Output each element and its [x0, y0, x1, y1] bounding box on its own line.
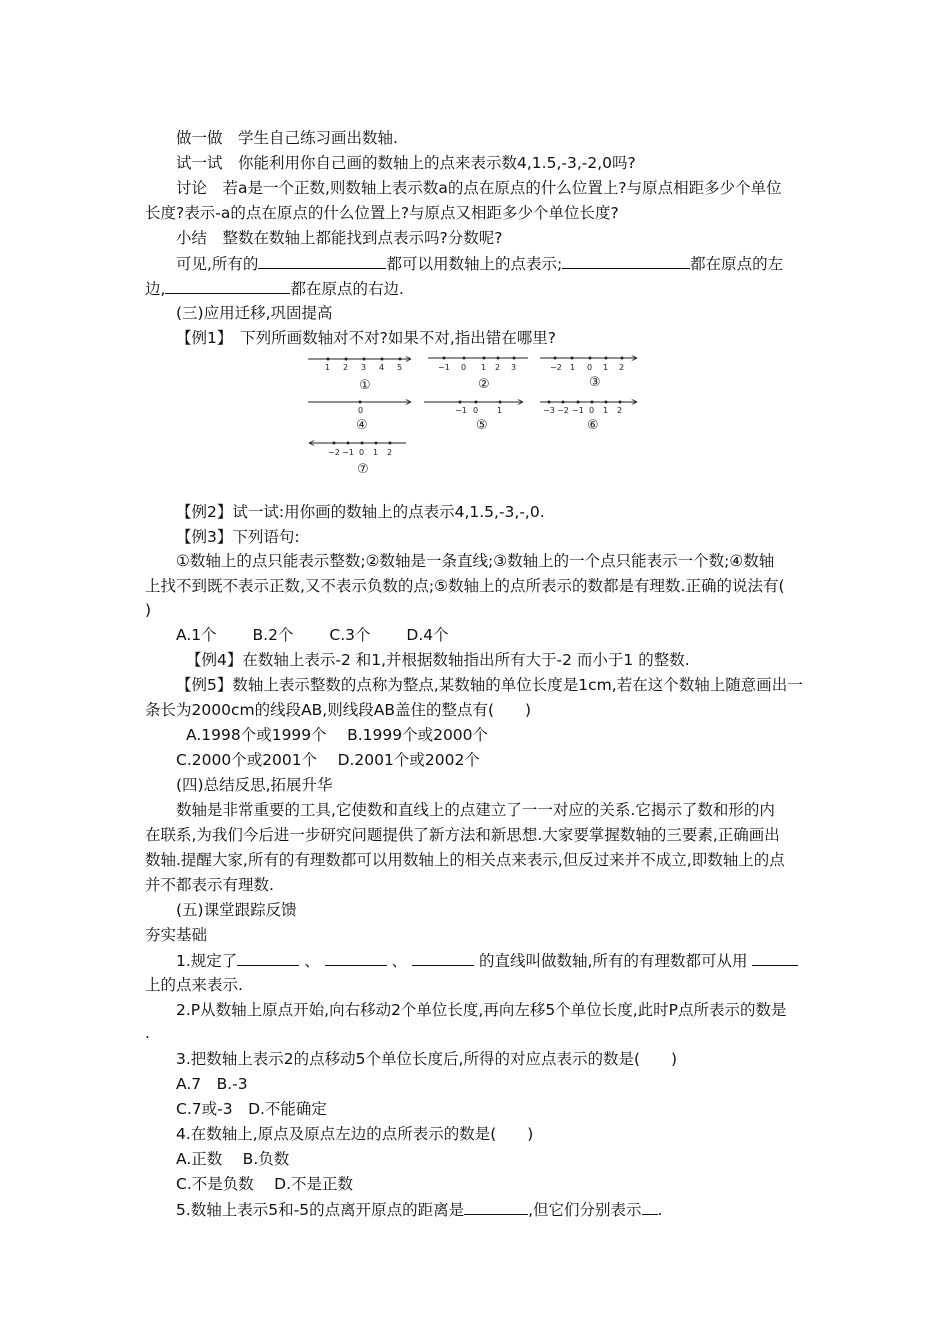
figure-label: ⑥	[587, 418, 599, 433]
fill-in-blank[interactable]	[752, 950, 798, 966]
number-line-5	[424, 401, 522, 434]
number-line-1	[308, 358, 410, 394]
summary-line-4: 并不都表示有理数.	[145, 876, 274, 894]
subsection-heading: 夯实基础	[145, 926, 208, 944]
fill-in-blank[interactable]	[237, 950, 299, 966]
number-line-6	[540, 401, 636, 434]
figure-label: ④	[356, 418, 368, 433]
tick-label: 0	[359, 448, 365, 457]
tick-label: 3	[511, 363, 517, 372]
example-3-body-2: 上找不到既不表示正数,又不表示负数的点;⑤数轴上的点所表示的数都是有理数.正确的说法有(	[145, 577, 785, 595]
question-3-options-cd: C.7或-3 D.不能确定	[176, 1100, 327, 1118]
tick-label: 0	[587, 363, 593, 372]
tick-label: 1	[497, 406, 503, 415]
fill-in-blank[interactable]	[642, 1199, 658, 1215]
summary-line-1: 数轴是非常重要的工具,它使数和直线上的点建立了一一对应的关系.它揭示了数和形的内	[176, 801, 775, 819]
figure-label: ②	[478, 377, 490, 392]
tick-label: 1	[570, 363, 576, 372]
tick-label: −1	[455, 406, 467, 415]
example-5-text-2: 条长为2000cm的线段AB,则线段AB盖住的整点有( )	[145, 701, 532, 719]
example-3-text: 【例3】下列语句:	[176, 528, 300, 546]
number-line-7	[310, 442, 406, 478]
line-kejian-2	[145, 278, 404, 299]
section-heading-4: (四)总结反思,拓展升华	[176, 776, 333, 794]
tick-label: 4	[379, 363, 385, 372]
text-segment: 的直线叫做数轴,所有的有理数都可从用	[479, 952, 748, 970]
section-heading-3: (三)应用迁移,巩固提高	[176, 304, 333, 322]
figure-label: ①	[359, 378, 371, 393]
tick-label: 2	[387, 448, 393, 457]
example-5-options-cd: C.2000个或2001个 D.2001个或2002个	[176, 751, 480, 769]
question-4-options-ab: A.正数 B.负数	[176, 1150, 290, 1168]
example-1-text: 【例1】 下列所画数轴对不对?如果不对,指出错在哪里?	[176, 329, 556, 347]
text-segment: 都在原点的右边.	[290, 280, 404, 298]
text-segment: 、	[304, 952, 320, 970]
number-line-figures	[300, 350, 645, 480]
question-4: 4.在数轴上,原点及原点左边的点所表示的数是( )	[176, 1125, 534, 1143]
example-3-body-3: )	[145, 601, 152, 619]
tick-label: 1	[325, 363, 331, 372]
number-line-3	[540, 357, 636, 391]
example-2-text: 【例2】试一试:用你画的数轴上的点表示4,1.5,-3,-,0.	[176, 503, 545, 521]
tick-label: −3	[543, 406, 555, 415]
example-5-options-ab: A.1998个或1999个 B.1999个或2000个	[186, 726, 489, 744]
tick-label: −2	[557, 406, 569, 415]
text-segment: ,但它们分别表示	[528, 1201, 642, 1219]
tick-label: −1	[572, 406, 584, 415]
tick-label: 3	[361, 363, 367, 372]
fill-in-blank[interactable]	[165, 278, 290, 294]
text-segment: .	[657, 1201, 663, 1219]
tick-label: 1	[603, 406, 609, 415]
figure-label: ⑦	[357, 462, 369, 477]
example-4-text: 【例4】在数轴上表示-2 和1,并根据数轴指出所有大于-2 而小于1 的整数.	[186, 651, 690, 669]
tick-label: −1	[438, 363, 450, 372]
tick-label: 1	[603, 363, 609, 372]
text-segment: 边,	[145, 280, 166, 298]
example-3-body-1: ①数轴上的点只能表示整数;②数轴是一条直线;③数轴上的一个点只能表示一个数;④数轴	[176, 552, 775, 570]
tick-label: 1	[373, 448, 379, 457]
line-zuoyizuo: 做一做 学生自己练习画出数轴.	[176, 129, 398, 147]
figure-label: ③	[589, 375, 601, 390]
text-segment: 1.规定了	[176, 952, 238, 970]
tick-label: 2	[617, 406, 623, 415]
tick-label: −1	[342, 448, 354, 457]
fill-in-blank[interactable]	[258, 253, 386, 269]
fill-in-blank[interactable]	[562, 253, 690, 269]
fill-in-blank[interactable]	[325, 950, 387, 966]
text-segment: 都在原点的左	[690, 255, 784, 273]
question-2: 2.P从数轴上原点开始,向右移动2个单位长度,再向左移5个单位长度,此时P点所表示的数是	[176, 1001, 787, 1019]
example-5-text-1: 【例5】数轴上表示整数的点称为整点,某数轴的单位长度是1cm,若在这个数轴上随意画出一	[176, 676, 803, 694]
question-5	[176, 1199, 662, 1220]
number-line-2	[428, 357, 528, 393]
tick-label: 0	[473, 406, 479, 415]
fill-in-blank[interactable]	[412, 950, 474, 966]
line-xiaojie: 小结 整数在数轴上都能找到点表示吗?分数呢?	[176, 229, 503, 247]
tick-label: 0	[358, 406, 364, 415]
text-segment: 可见,所有的	[176, 255, 259, 273]
summary-line-2: 在联系,为我们今后进一步研究问题提供了新方法和新思想.大家要掌握数轴的三要素,正确画出	[145, 826, 780, 844]
text-segment: 都可以用数轴上的点表示;	[386, 255, 563, 273]
number-line-4	[308, 401, 410, 434]
tick-label: 1	[481, 363, 487, 372]
line-shiyishi: 试一试 你能利用你自己画的数轴上的点来表示数4,1.5,-3,-2,0吗?	[176, 154, 636, 172]
line-kejian	[176, 253, 783, 274]
tick-label: 0	[589, 406, 595, 415]
tick-label: 2	[619, 363, 625, 372]
figure-label: ⑤	[476, 418, 488, 433]
tick-label: 2	[495, 363, 501, 372]
question-3: 3.把数轴上表示2的点移动5个单位长度后,所得的对应点表示的数是( )	[176, 1050, 678, 1068]
fill-in-blank[interactable]	[464, 1199, 528, 1215]
question-1	[176, 950, 798, 971]
text-segment: 5.数轴上表示5和-5的点离开原点的距离是	[176, 1201, 465, 1219]
tick-label: 2	[343, 363, 349, 372]
question-2-cont: .	[145, 1024, 150, 1042]
question-4-options-cd: C.不是负数 D.不是正数	[176, 1175, 354, 1193]
tick-label: 5	[397, 363, 403, 372]
tick-label: −2	[328, 448, 340, 457]
tick-label: −2	[550, 363, 562, 372]
summary-line-3: 数轴.提醒大家,所有的有理数都可以用数轴上的相关点来表示,但反过来并不成立,即数轴上的点	[145, 851, 785, 869]
question-3-options-ab: A.7 B.-3	[176, 1075, 248, 1093]
line-taolun-2: 长度?表示-a的点在原点的什么位置上?与原点又相距多少个单位长度?	[145, 204, 619, 222]
text-segment: 、	[391, 952, 408, 970]
section-heading-5: (五)课堂跟踪反馈	[176, 901, 297, 919]
question-1-cont: 上的点来表示.	[145, 976, 243, 994]
example-3-options: A.1个 B.2个 C.3个 D.4个	[176, 626, 449, 644]
tick-label: 0	[461, 363, 467, 372]
line-taolun-1: 讨论 若a是一个正数,则数轴上表示数a的点在原点的什么位置上?与原点相距多少个单位	[176, 179, 782, 197]
